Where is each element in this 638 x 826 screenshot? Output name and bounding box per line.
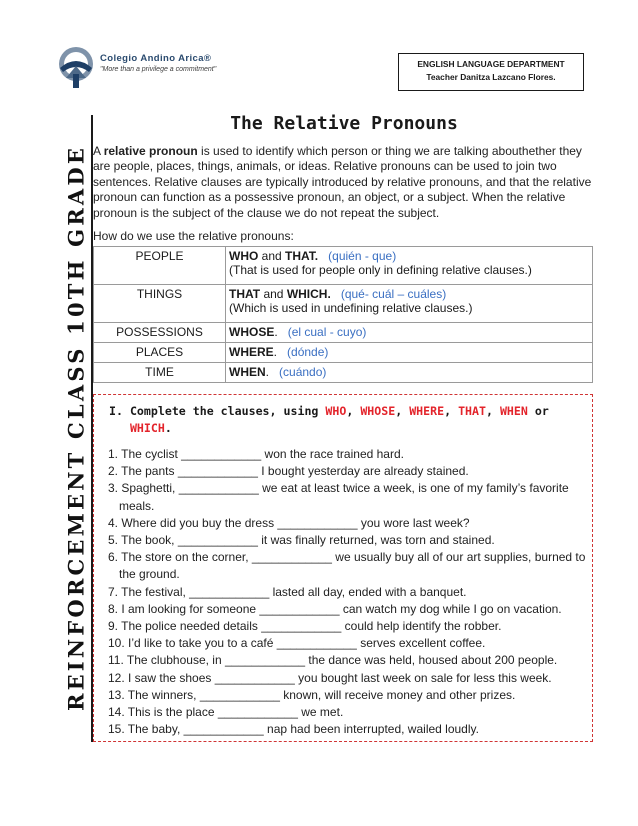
table-row [94,285,593,323]
usage-note: (Which is used in undefining relative clauses.) [229,301,473,315]
heading-end: . [164,421,172,435]
pronoun: WHICH. [286,287,331,301]
pronoun-cell [226,343,593,363]
department-box [398,53,584,91]
table-row [94,323,593,343]
exercise-box [93,394,593,742]
table-row [94,363,593,383]
pronoun-cell [226,363,593,383]
department-name: ENGLISH LANGUAGE DEPARTMENT [417,59,565,69]
exercise-item: 10. I’d like to take you to a café ____________ serves excellent coffee. [108,636,486,651]
exercise-item: 9. The police needed details ____________ could help identify the robber. [108,619,502,634]
separator: , [395,404,410,418]
intro-lead: A [93,144,104,158]
usage-note: (That is used for people only in defining relative clauses.) [229,263,532,277]
category-cell: PLACES [94,343,226,363]
exercise-item: 7. The festival, ____________ lasted all day, ended with a banquet. [108,584,467,599]
intro-body: is used to identify which person or thing we are talking abouthether they are people, places, things, animals, or ideas. Relative pronouns can be used to join two sentences. Relative clauses are typically introduced by relative pronouns, and that the relative pronoun can function as a possessive pronoun, an object, or a subject. When the relative pronoun is the subject of the clause we do not repeat the subject. [93,144,592,220]
keyword-that: THAT [458,404,486,418]
side-banner [56,115,96,742]
spanish-translation: (el cual - cuyo) [287,325,367,339]
category-cell: PEOPLE [94,247,226,285]
spanish-translation: (dónde) [287,345,329,359]
connector-or: or [527,404,549,418]
keyword-where: WHERE [409,404,445,418]
pronoun: THAT. [285,249,319,263]
heading-text: I. Complete the clauses, using [109,404,326,418]
keyword-which: WHICH [129,421,165,435]
school-logo [56,44,256,94]
teacher-name: Teacher Danitza Lazcano Flores. [426,72,556,82]
pronoun: WHERE [229,345,274,359]
school-motto: "More than a privilege a commitment" [100,66,217,73]
exercise-heading [109,403,584,437]
exercise-item: 3. Spaghetti, ____________ we eat at least twice a week, is one of my family’s favorite meals. [108,481,569,513]
pronoun: WHOSE [229,325,275,339]
table-row [94,247,593,285]
exercise-item: 4. Where did you buy the dress ____________ you wore last week? [108,515,470,530]
school-name: Colegio Andino Arica® [100,53,212,64]
conjunction: and [258,249,286,263]
exercise-item: 11. The clubhouse, in ____________ the dance was held, housed about 200 people. [108,653,558,668]
pronoun: WHO [229,249,259,263]
school-emblem-icon [56,44,96,90]
pronoun-cell [226,247,593,285]
separator: , [346,404,361,418]
intro-paragraph [93,144,593,221]
category-cell: TIME [94,363,226,383]
exercise-item: 15. The baby, ____________ nap had been interrupted, wailed loudly. [108,722,479,737]
exercise-item: 13. The winners, ____________ known, will receive money and other prizes. [108,687,516,702]
spanish-translation: (quién - que) [328,249,397,263]
exercise-item: 1. The cyclist ____________ won the race trained hard. [108,447,404,461]
separator: , [444,404,459,418]
table-row [94,343,593,363]
keyword-who: WHO [325,404,347,418]
exercise-item: 12. I saw the shoes ____________ you bought last week on sale for less this week. [108,670,552,685]
conjunction: and [260,287,287,301]
exercise-item: 5. The book, ____________ it was finally returned, was torn and stained. [108,533,495,548]
category-cell: POSSESSIONS [94,323,226,343]
spanish-translation: (qué- cuál – cuáles) [340,287,447,301]
category-cell: THINGS [94,285,226,323]
pronoun-cell [226,285,593,323]
pronoun: THAT [229,287,261,301]
punctuation: . [274,325,278,339]
page-title: The Relative Pronouns [230,113,458,134]
usage-question: How do we use the relative pronouns: [93,229,294,243]
punctuation: . [265,365,270,379]
pronoun: WHEN [229,365,266,379]
side-banner-text: REINFORCEMENT CLASS 10TH GRADE [63,144,89,712]
pronoun-table [93,246,593,383]
exercise-item: 6. The store on the corner, ____________ we usually buy all of our art supplies, burned to the ground. [108,550,586,582]
separator: , [485,404,500,418]
exercise-list [108,446,588,738]
punctuation: . [273,345,278,359]
pronoun-cell [226,323,593,343]
exercise-item: 14. This is the place ____________ we met. [108,705,344,720]
keyword-whose: WHOSE [360,404,396,418]
keyword-when: WHEN [499,404,528,418]
intro-term: relative pronoun [103,144,198,158]
exercise-item: 8. I am looking for someone ____________ can watch my dog while I go on vacation. [108,601,562,616]
exercise-item: 2. The pants ____________ I bought yesterday are already stained. [108,464,469,479]
spanish-translation: (cuándo) [279,365,327,379]
